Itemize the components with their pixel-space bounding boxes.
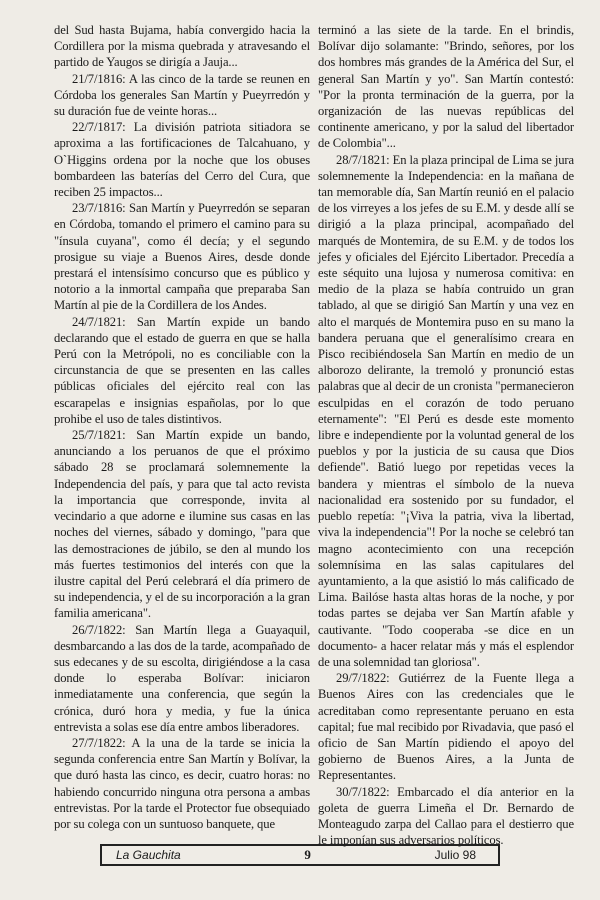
- text-columns: [54, 22, 574, 848]
- issue-date: Julio 98: [434, 848, 476, 862]
- entry-1821-07-25: 25/7/1821: San Martín expide un bando, anunciando a los peruanos de que el próximo sábado 28 se proclamará solemnemente la Independencia del país, y para que tal acto revista la importancia que corresponde, invita al vecindario a que adorne e ilumine sus casas en las noches del viernes, sábado y domingo, "para que las demostraciones de júbilo, se den al mundo los más fuertes testimonios del interés con que la ilustre capital del Perú celebrará el día primero de su independencia, y el de su incorporación a la gran familia americana".: [54, 428, 310, 621]
- page-footer: [100, 844, 500, 866]
- entry-1816-07-21: 21/7/1816: A las cinco de la tarde se reunen en Córdoba los generales San Martín y Pueyrredón y su duración fue de veinte horas...: [54, 71, 310, 119]
- paragraph-continuation: terminó a las siete de la tarde. En el brindis, Bolívar dijo solamante: "Brindo, señores, por los dos hombres más grandes de la América del Sur, el general San Martín y yo". San Martín contestó: "Por la pronta terminación de la guerra, por la organización de las nuevas repúblicas del continente americano, y por la salud del libertador de Colombia"...: [318, 23, 574, 151]
- entry-1822-07-30: 30/7/1822: Embarcado el día anterior en la goleta de guerra Limeña el Dr. Bernardo de Monteagudo zarpa del Callao para el destierro que le imponían sus adversarios políticos.: [318, 784, 574, 848]
- entry-1821-07-28: 28/7/1821: En la plaza principal de Lima se jura solemnemente la Independencia: en la mañana de tan memorable día, San Martín reunió en el palacio de los virreyes a los jefes de su E.M. y desde allí se dirigió a la plaza principal, acompañado del marqués de Montemira, de su E.M. y de todos los jefes y oficiales del Ejército Libertador. Precedía a este séquito una lujosa y numerosa comitiva: en medio de la plaza se había contruido un gran tablado, al que se dirigió San Martín y una vez en alto el marqués de Montemira puso en su mano la bandera peruana que el generalísimo creara en Pisco recibiéndosela San Martín en medio de un alborozo delirante, la tremoló y pronunció estas palabras que al decir de un cronista "permanecieron esculpidas en el corazón de todo peruano eternamente": "El Perú es desde este momento libre e independiente por la voluntad general de los pueblos y por la justicia de su causa que Dios defiende". Batió luego por repetidas veces la bandera y mientras el símbolo de la nueva nacionalidad era sostenido por su fundador, el pueblo repetía: "¡Viva la patria, viva la libertad, viva la independencia"! Por la noche se celebró tan magno acontecimiento con una recepción solemnísima en las salas capitulares del ayuntamiento, a la que asistió lo más calificado de Lima. Bailóse hasta altas horas de la noche, y por todas partes se dejaba ver San Martín afable y cautivante. "Todo cooperaba -se dice en un documento- a hacer relatar más y más el esplendor de una solemnidad tan gloriosa".: [318, 152, 574, 669]
- column-right: [318, 22, 574, 848]
- entry-1822-07-29: 29/7/1822: Gutiérrez de la Fuente llega a Buenos Aires con las credenciales que le acreditaban como representante peruano en esta capital; fue mal recibido por Rivadavia, que pasó el oficio de San Martín pidiendo el apoyo del gobierno de Buenos Aires, a la Junta de Representantes.: [318, 671, 574, 783]
- publication-name: La Gauchita: [116, 848, 181, 862]
- page-number: 9: [304, 847, 311, 862]
- entry-1822-07-26: 26/7/1822: San Martín llega a Guayaquil, desmbarcando a las dos de la tarde, acompañado de sus edecanes y de su escolta, dirigiéndose a la casa donde lo esperaba Bolívar: iniciaron inmediatamente una conferencia, que según la crónica, duró hora y media, y fue la única entrevista a solas ese día entre ambos liberadores.: [54, 622, 310, 734]
- entry-1817-07-22: 22/7/1817: La división patriota sitiadora se aproxima a las fortificaciones de Talcahuano, y O`Higgins ordena por la noche que los obuses bombardeen las baterías del Cerro del Cura, que reciben 25 impactos...: [54, 120, 310, 200]
- entry-1821-07-24: 24/7/1821: San Martín expide un bando declarando que el estado de guerra en que se halla Perú con la Metrópoli, no es conciliable con la circunstancia de que se presenten en las calles públicas oficiales del ejército real con las escarapelas e insignias españolas, por lo que prohibe el uso de tales distintivos.: [54, 314, 310, 426]
- entry-1816-07-23: 23/7/1816: San Martín y Pueyrredón se separan en Córdoba, tomando el primero el camino para su "ínsula cuyana", como él decía; y el segundo prosigue su viaje a Buenos Aires, desde donde prestará el intensísimo concurso que es público y notorio a la inmortal campaña que preparaba San Martín al pie de la Cordillera de los Andes.: [54, 201, 310, 313]
- column-left: [54, 22, 310, 834]
- entry-1822-07-27: 27/7/1822: A la una de la tarde se inicia la segunda conferencia entre San Martín y Bolívar, la que duró hasta las cinco, es decir, cuatro horas: no habiendo concurrido ninguna otra persona a ambas entrevistas. Por la tarde el Protector fue obsequiado por su colega con un suntuoso banquete, que: [54, 735, 310, 831]
- paragraph-continuation: del Sud hasta Bujama, había convergido hacia la Cordillera por la misma quebrada y atravesando el partido de Yaugos se dirigía a Jauja...: [54, 23, 310, 70]
